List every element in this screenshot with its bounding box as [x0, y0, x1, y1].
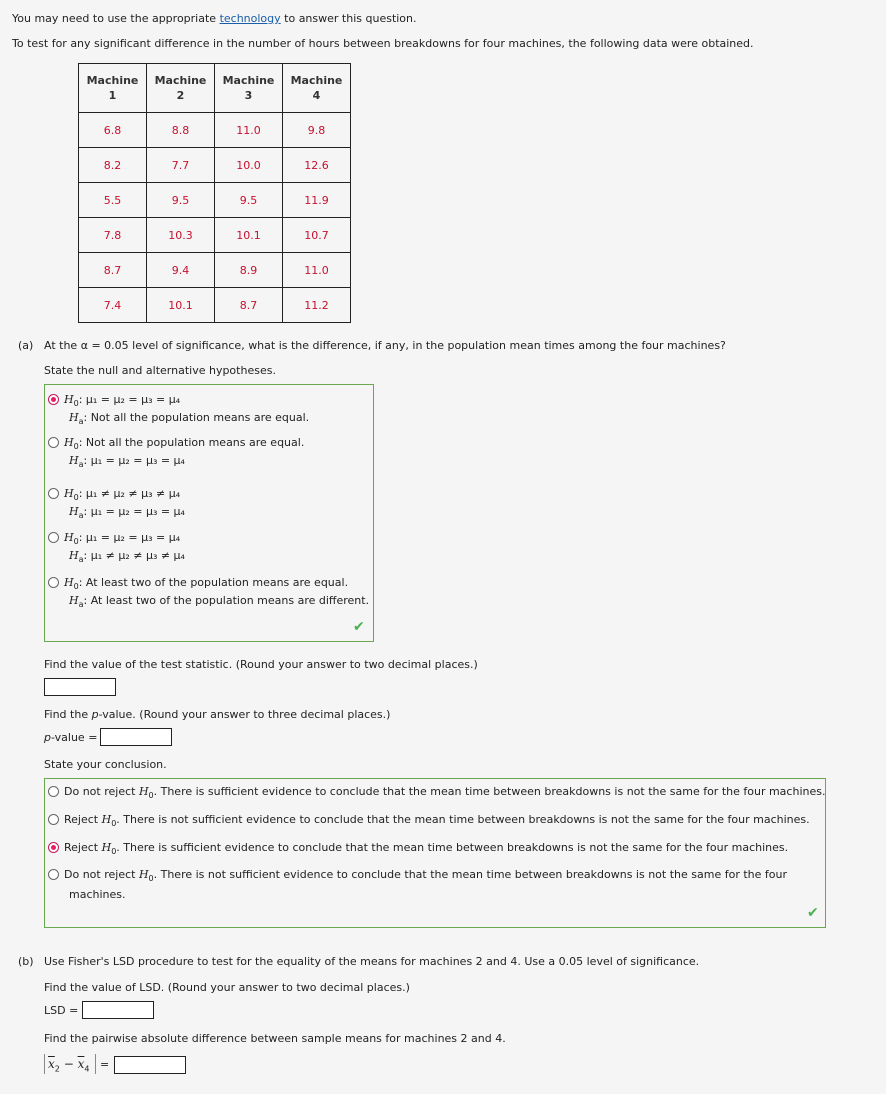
- hypothesis-option-3-radio[interactable]: [48, 488, 59, 499]
- hypothesis-option-3-h0: $H_0$: μ₁ ≠ μ₂ ≠ μ₃ ≠ μ₄: [64, 487, 181, 503]
- table-cell: 9.4: [147, 253, 215, 288]
- diff-prompt: Find the pairwise absolute difference between sample means for machines 2 and 4.: [44, 1032, 506, 1045]
- hypothesis-option-5-h0: $H_0$: At least two of the population means are equal.: [64, 576, 349, 592]
- hypothesis-option-4-h0: $H_0$: μ₁ = μ₂ = μ₃ = μ₄: [64, 531, 181, 547]
- lsd-input[interactable]: [82, 1001, 154, 1019]
- hypothesis-option-2-h0: $H_0$: Not all the population means are equal.: [64, 436, 305, 452]
- part-a-question: At the α = 0.05 level of significance, what is the difference, if any, in the population mean times among the four machines?: [44, 339, 726, 352]
- table-cell: 11.9: [283, 183, 351, 218]
- conclusion-option-4-label: Do not reject $H_0$. There is not sufficient evidence to conclude that the mean time between breakdowns is not the same for the four: [64, 868, 787, 884]
- hypothesis-option-1-h0: $H_0$: μ₁ = μ₂ = μ₃ = μ₄: [64, 393, 181, 409]
- table-row: [79, 183, 351, 218]
- part-b-question: Use Fisher's LSD procedure to test for the equality of the means for machines 2 and 4. Use a 0.05 level of significance.: [44, 955, 700, 968]
- table-cell: 8.9: [215, 253, 283, 288]
- intro-text: You may need to use the appropriate technology to answer this question.: [12, 12, 417, 25]
- pvalue-prompt: Find the p-value. (Round your answer to three decimal places.): [44, 708, 391, 721]
- conclusion-option-1-label: Do not reject $H_0$. There is sufficient evidence to conclude that the mean time between breakdowns is not the same for the four machines.: [64, 785, 826, 801]
- hypothesis-option-2-radio[interactable]: [48, 437, 59, 448]
- table-cell: 12.6: [283, 148, 351, 183]
- table-cell: 7.8: [79, 218, 147, 253]
- mean-difference-expression: $\overline{x}_2 - \overline{x}_4$: [48, 1057, 90, 1074]
- hypothesis-option-3-ha: $H_a$: μ₁ = μ₂ = μ₃ = μ₄: [69, 505, 185, 521]
- table-cell: 10.1: [147, 288, 215, 323]
- lsd-prompt: Find the value of LSD. (Round your answer to two decimal places.): [44, 981, 410, 994]
- table-cell: 8.7: [215, 288, 283, 323]
- lsd-label: LSD =: [44, 1004, 79, 1017]
- conclusion-option-2-radio[interactable]: [48, 814, 59, 825]
- column-header-machine-3: Machine 3: [215, 64, 283, 113]
- hypothesis-option-4-ha: $H_a$: μ₁ ≠ μ₂ ≠ μ₃ ≠ μ₄: [69, 549, 185, 565]
- hypotheses-prompt: State the null and alternative hypotheses.: [44, 364, 276, 377]
- table-row: [79, 288, 351, 323]
- table-cell: 8.7: [79, 253, 147, 288]
- correct-check-icon: ✔: [353, 619, 365, 635]
- table-cell: 7.4: [79, 288, 147, 323]
- conclusion-prompt: State your conclusion.: [44, 758, 167, 771]
- table-cell: 8.8: [147, 113, 215, 148]
- diff-input[interactable]: [114, 1056, 186, 1074]
- table-cell: 6.8: [79, 113, 147, 148]
- hypothesis-option-5-ha: $H_a$: At least two of the population means are different.: [69, 594, 370, 610]
- hypotheses-panel: [44, 384, 374, 642]
- table-cell: 9.5: [215, 183, 283, 218]
- conclusion-option-2-label: Reject $H_0$. There is not sufficient evidence to conclude that the mean time between breakdowns is not the same for the four machines.: [64, 813, 810, 829]
- table-cell: 11.0: [283, 253, 351, 288]
- part-b-label: (b): [18, 955, 34, 968]
- table-cell: 7.7: [147, 148, 215, 183]
- hypothesis-option-1-radio[interactable]: [48, 394, 59, 405]
- question-text: To test for any significant difference in the number of hours between breakdowns for four machines, the following data were obtained.: [12, 37, 754, 50]
- conclusion-option-3-radio[interactable]: [48, 842, 59, 853]
- column-header-machine-1: Machine 1: [79, 64, 147, 113]
- pvalue-label: p-value =: [44, 731, 98, 744]
- table-row: [79, 253, 351, 288]
- test-stat-prompt: Find the value of the test statistic. (Round your answer to two decimal places.): [44, 658, 478, 671]
- equals-sign: =: [100, 1058, 110, 1071]
- column-header-machine-2: Machine 2: [147, 64, 215, 113]
- hypothesis-option-5-radio[interactable]: [48, 577, 59, 588]
- hypothesis-option-1-ha: $H_a$: Not all the population means are equal.: [69, 411, 310, 427]
- conclusion-option-3-label: Reject $H_0$. There is sufficient evidence to conclude that the mean time between breakdowns is not the same for the four machines.: [64, 841, 789, 857]
- table-cell: 11.2: [283, 288, 351, 323]
- test-stat-input[interactable]: [44, 678, 116, 696]
- pvalue-input[interactable]: [100, 728, 172, 746]
- conclusion-option-4-label-cont: machines.: [69, 888, 126, 901]
- table-row: [79, 148, 351, 183]
- technology-link[interactable]: technology: [219, 12, 281, 25]
- hypothesis-option-2-ha: $H_a$: μ₁ = μ₂ = μ₃ = μ₄: [69, 454, 185, 470]
- table-cell: 8.2: [79, 148, 147, 183]
- table-cell: 5.5: [79, 183, 147, 218]
- conclusion-option-1-radio[interactable]: [48, 786, 59, 797]
- hypothesis-option-4-radio[interactable]: [48, 532, 59, 543]
- table-cell: 10.7: [283, 218, 351, 253]
- table-cell: 10.1: [215, 218, 283, 253]
- conclusion-option-4-radio[interactable]: [48, 869, 59, 880]
- table-row: [79, 218, 351, 253]
- table-row: [79, 113, 351, 148]
- table-cell: 9.5: [147, 183, 215, 218]
- data-table: [78, 63, 351, 323]
- table-cell: 11.0: [215, 113, 283, 148]
- table-cell: 10.0: [215, 148, 283, 183]
- column-header-machine-4: Machine 4: [283, 64, 351, 113]
- conclusion-panel: [44, 778, 826, 928]
- table-cell: 10.3: [147, 218, 215, 253]
- part-a-label: (a): [18, 339, 34, 352]
- correct-check-icon: ✔: [807, 905, 819, 921]
- table-cell: 9.8: [283, 113, 351, 148]
